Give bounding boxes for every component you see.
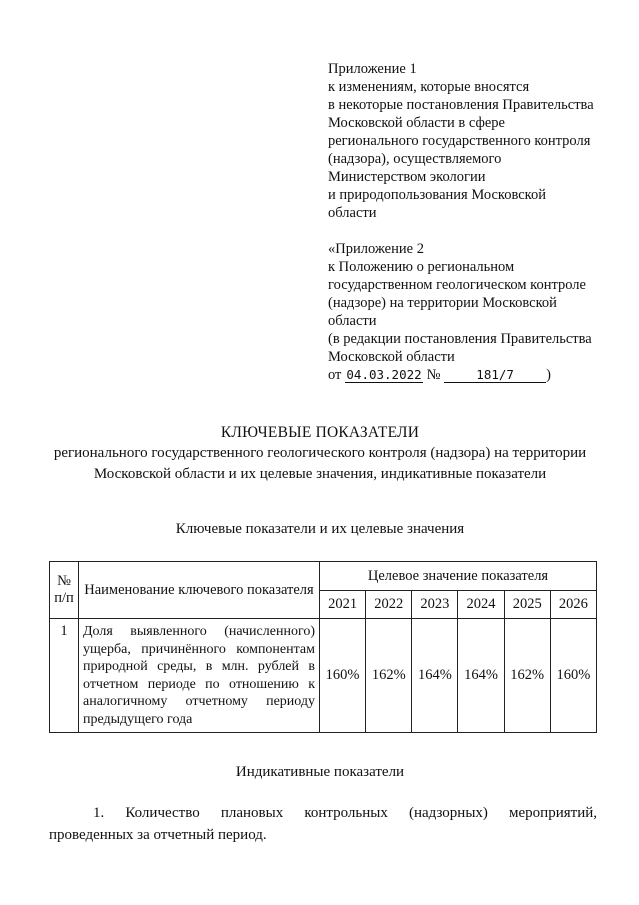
section-title-key-indicators: Ключевые показатели и их целевые значения (175, 521, 465, 537)
row-number: 1 (50, 619, 79, 733)
row-value: 164% (458, 619, 504, 733)
appendix-line: к изменениям, которые вносятся (328, 79, 530, 95)
header-year: 2021 (320, 591, 366, 619)
closing-paren: ) (546, 367, 551, 383)
appendix-line: и природопользования Московской (328, 187, 546, 203)
annex-line: (в редакции постановления Правительства (328, 331, 592, 347)
appendix-line: Министерством экологии (328, 169, 486, 185)
from-label: от (328, 367, 342, 383)
appendix-header (328, 60, 618, 384)
title-subline: Московской области и их целевые значения, индикативные показатели (93, 466, 547, 482)
number-label: № (426, 367, 441, 383)
appendix-line: регионального государственного контроля (328, 133, 591, 149)
annex-line: государственном геологическом контроле (328, 277, 586, 293)
header-target-values: Целевое значение показателя (320, 562, 597, 591)
annex-line: Московской области (328, 349, 455, 365)
annex-line: области (328, 313, 377, 329)
header-year: 2025 (504, 591, 550, 619)
header-year: 2024 (458, 591, 504, 619)
section-title-indicative: Индикативные показатели (235, 764, 405, 780)
paragraph-item-1 (49, 802, 597, 846)
header-year: 2022 (366, 591, 412, 619)
row-value: 160% (320, 619, 366, 733)
appendix-line: (надзора), осуществляемого (328, 151, 502, 167)
table-row (50, 619, 597, 733)
header-indicator-name: Наименование ключевого показателя (79, 562, 320, 619)
paragraph-text: 1. Количество плановых контрольных (надзорных) мероприятий, проведенных за отчетный период. (49, 805, 597, 843)
header-year: 2026 (550, 591, 596, 619)
document-title (40, 422, 600, 485)
appendix-line: области (328, 205, 377, 221)
row-value: 162% (366, 619, 412, 733)
row-value: 162% (504, 619, 550, 733)
appendix-line: Московской области в сфере (328, 115, 505, 131)
title-main: КЛЮЧЕВЫЕ ПОКАЗАТЕЛИ (220, 424, 420, 441)
key-indicators-table (49, 561, 597, 733)
annex-line: «Приложение 2 (328, 241, 424, 257)
appendix-line: в некоторые постановления Правительства (328, 97, 594, 113)
title-subline: регионального государственного геологического контроля (надзора) на территории (53, 445, 587, 461)
annex-line: к Положению о региональном (328, 259, 515, 275)
resolution-date-line (328, 366, 618, 384)
header-number: № п/п (50, 562, 79, 619)
row-value: 164% (412, 619, 458, 733)
row-value: 160% (550, 619, 596, 733)
header-year: 2023 (412, 591, 458, 619)
row-indicator-name: Доля выявленного (начисленного) ущерба, причинённого компонентам природной среды, в млн. рублей в отчетном периоде по отношению к аналогичному отчетному периоду предыдущего года (79, 619, 320, 733)
annex-line: (надзоре) на территории Московской (328, 295, 557, 311)
resolution-date: 04.03.2022 (346, 367, 422, 382)
appendix-line: Приложение 1 (328, 61, 417, 77)
resolution-number: 181/7 (444, 368, 546, 383)
